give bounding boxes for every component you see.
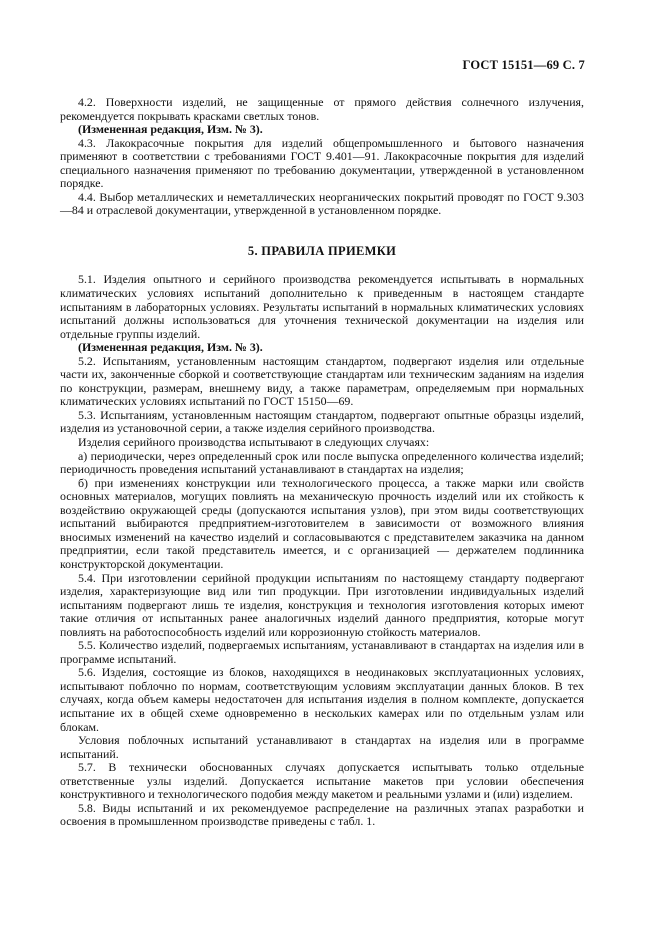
paragraph-4-3: 4.3. Лакокрасочные покрытия для изделий общепромышленного и бытового назначения применяют в соответствии с требованиями ГОСТ 9.401—91. Лакокрасочные покрытия для изделий специального назначения применяют по требованию документации, утвержденной в установленном порядке. bbox=[60, 135, 584, 191]
paragraph-serial-cases: Изделия серийного производства испытывают в следующих случаях: bbox=[78, 435, 430, 450]
paragraph-5-4: 5.4. При изготовлении серийной продукции испытаниям по настоящему стандарту подвергают изделия, характеризующие вид или тип продукции. При изготовлении индивидуальных изделий испытаниям подвергают лишь те изделия, конструкция и технология изготовления которых имеют такие отличия от испытанных ранее аналогичных изделий данного предприятия, которые могут повлиять на работоспособность изделий или коррозионную стойкость материалов. bbox=[60, 570, 584, 639]
paragraph-block-tests: Условия поблочных испытаний устанавливают в стандартах на изделия или в программе испытаний. bbox=[60, 733, 584, 761]
paragraph-4-2: 4.2. Поверхности изделий, не защищенные от прямого действия солнечного излучения, рекомендуется покрывать красками светлых тонов. bbox=[60, 95, 584, 123]
list-item-b: б) при изменениях конструкции или технологического процесса, а также марки или свойств основных материалов, могущих повлиять на механическую прочность изделий или их стойкость к воздействию окружающей среды (допускаются испытания узлов), при этом виды соответствующих испытаний выбираются предприятием-изготовителем в зависимости от возможного влияния вносимых изменений на качество изделий и согласовываются с представителем заказчика на данном предприятии, если такой представитель имеется, и с организацией — держателем подлинника конструкторской документации. bbox=[60, 475, 584, 571]
paragraph-5-8: 5.8. Виды испытаний и их рекомендуемое распределение на различных этапах разработки и освоения в промышленном производстве приведены с табл. 1. bbox=[60, 800, 584, 829]
paragraph-5-1: 5.1. Изделия опытного и серийного производства рекомендуется испытывать в нормальных климатических условиях испытаний дополнительно к приведенным в настоящем стандарте испытаниям в лабораторных условиях. Результаты испытаний в нормальных климатических условиях испытаний должны использоваться для уточнения технической документации на изделия или отдельные группы изделий. bbox=[60, 272, 584, 341]
amendment-note: (Измененная редакция, Изм. № 3). bbox=[78, 340, 263, 355]
document-body bbox=[60, 96, 584, 829]
list-item-a: а) периодически, через определенный срок или после выпуска определенного количества изделий; периодичность проведения испытаний устанавливают в стандартах на изделия; bbox=[60, 448, 584, 477]
paragraph-5-7: 5.7. В технически обоснованных случаях допускается испытывать только отдельные ответственные узлы изделий. Допускается испытание макетов при условии обеспечения конструктивного и технологического подобия между макетом и реальными узлами и (или) изделием. bbox=[60, 760, 584, 802]
section-title: 5. ПРАВИЛА ПРИЕМКИ bbox=[247, 243, 397, 258]
page-header: ГОСТ 15151—69 С. 7 bbox=[462, 58, 585, 72]
amendment-note: (Измененная редакция, Изм. № 3). bbox=[78, 122, 263, 137]
paragraph-5-6: 5.6. Изделия, состоящие из блоков, находящихся в неодинаковых эксплуатационных условиях, испытывают поблочно по нормам, соответствующим условиям эксплуатации данных блоков. В тех случаях, когда объем камеры недостаточен для испытания изделия в полном комплекте, допускается испытание их в общей схеме одновременно в нескольких камерах или по отдельным узлам или блокам. bbox=[60, 665, 584, 734]
paragraph-5-3: 5.3. Испытаниям, установленным настоящим стандартом, подвергают опытные образцы изделий, изделия из установочной серии, а также изделия серийного производства. bbox=[60, 407, 584, 436]
paragraph-5-5: 5.5. Количество изделий, подвергаемых испытаниям, устанавливают в стандартах на изделия или в программе испытаний. bbox=[60, 638, 584, 666]
paragraph-5-2: 5.2. Испытаниям, установленным настоящим стандартом, подвергают изделия или отдельные части их, законченные сборкой и соответствующие стандартам или техническим заданиям на изделия по конструкции, размерам, внешнему виду, а также параметрам, определяемым при нормальных климатических условиях испытаний по ГОСТ 15150—69. bbox=[60, 353, 584, 409]
paragraph-4-4: 4.4. Выбор металлических и неметаллических неорганических покрытий проводят по ГОСТ 9.303—84 и отраслевой документации, утвержденной в установленном порядке. bbox=[60, 189, 584, 218]
